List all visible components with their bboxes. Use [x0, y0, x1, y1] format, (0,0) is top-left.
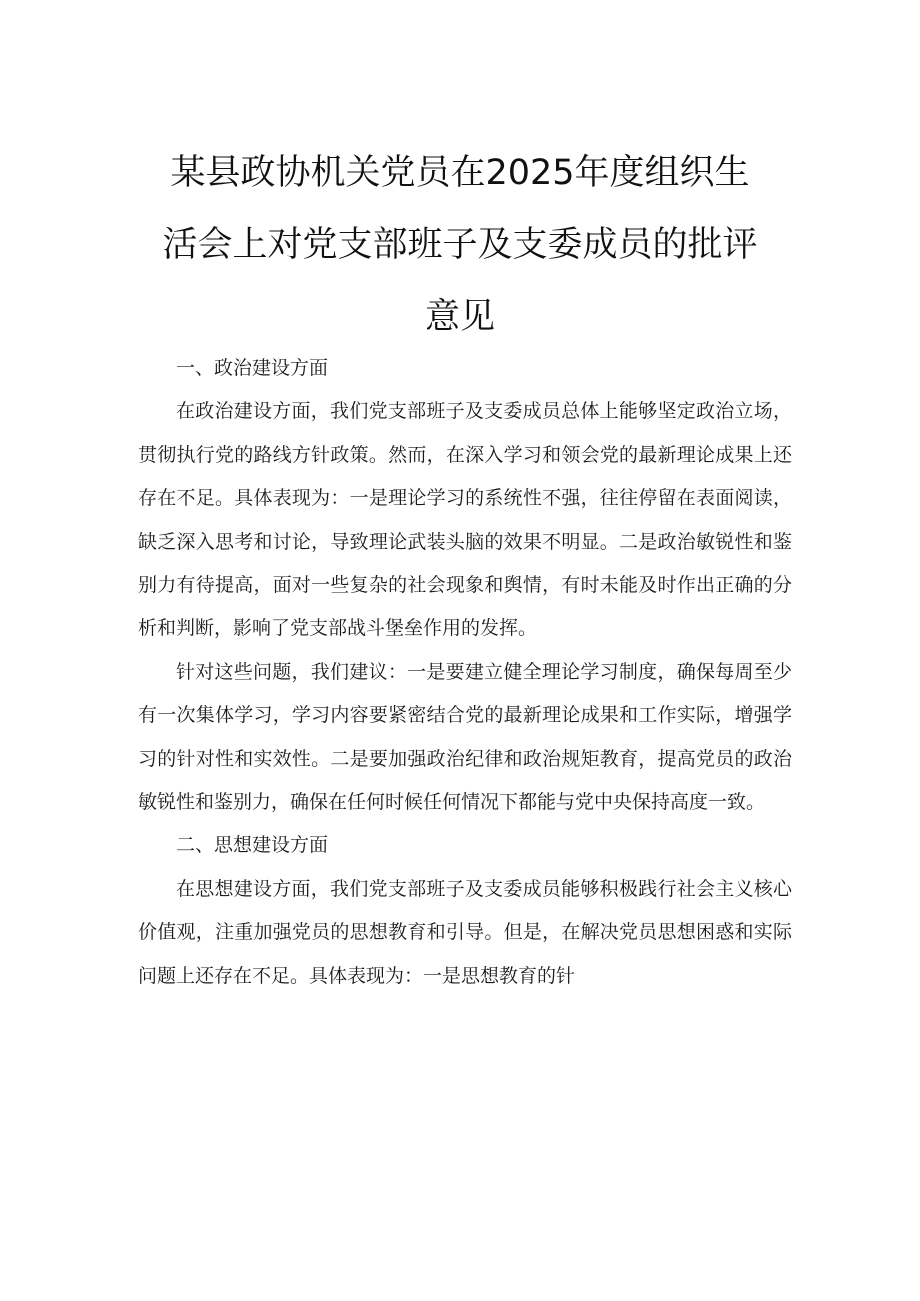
paragraph-political-1: 在政治建设方面，我们党支部班子及支委成员总体上能够坚定政治立场，贯彻执行党的路线方针政策。然而，在深入学习和领会党的最新理论成果上还存在不足。具体表现为：一是理论学习的系统性不强，往往停留在表面阅读，缺乏深入思考和讨论，导致理论武装头脑的效果不明显。二是政治敏锐性和鉴别力有待提高，面对一些复杂的社会现象和舆情，有时未能及时作出正确的分析和判断，影响了党支部战斗堡垒作用的发挥。	[138, 400, 792, 640]
section-heading-political: 一、政治建设方面	[176, 357, 329, 379]
title-line-3: 意见	[424, 297, 495, 337]
section-heading-ideological: 二、思想建设方面	[176, 834, 329, 857]
document-title	[150, 137, 770, 353]
title-line-2: 活会上对党支部班子及支委成员的批评	[162, 225, 758, 265]
document-body	[138, 347, 792, 998]
title-line-1: 某县政协机关党员在2025年度组织生	[170, 153, 750, 193]
paragraph-ideological-1: 在思想建设方面，我们党支部班子及支委成员能够积极践行社会主义核心价值观，注重加强党员的思想教育和引导。但是，在解决党员思想困惑和实际问题上还存在不足。具体表现为：一是思想教育的针	[138, 877, 792, 987]
paragraph-political-2: 针对这些问题，我们建议：一是要建立健全理论学习制度，确保每周至少有一次集体学习，学习内容要紧密结合党的最新理论成果和工作实际，增强学习的针对性和实效性。二是要加强政治纪律和政治规矩教育，提高党员的政治敏锐性和鉴别力，确保在任何时候任何情况下都能与党中央保持高度一致。	[138, 660, 792, 814]
